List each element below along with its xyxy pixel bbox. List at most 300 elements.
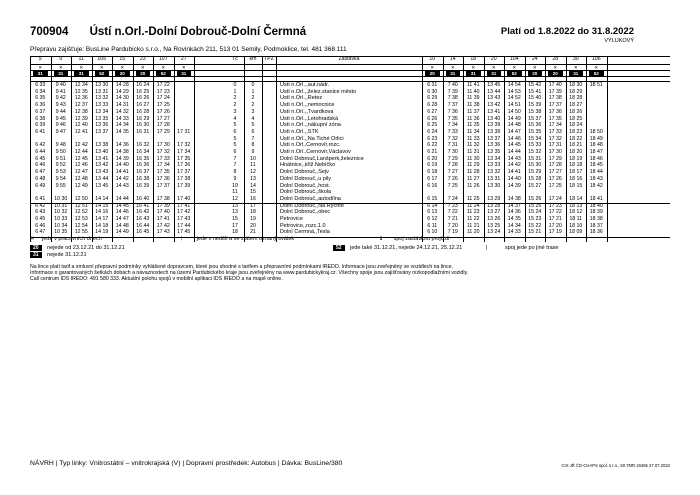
time-cell: 7 22	[447, 209, 458, 216]
notes	[30, 264, 670, 282]
time-cell: 15 36	[528, 122, 542, 129]
time-cell: 16 38	[136, 175, 150, 182]
legend-row-1-b	[180, 236, 294, 242]
time-cell: 16 40	[136, 195, 150, 202]
legend-workday-text: jede v pracovních dnech	[42, 236, 102, 242]
tc-header: Tč	[232, 57, 238, 62]
time-cell: 17 27	[156, 115, 170, 122]
time-cell: 16 34	[136, 149, 150, 155]
time-cell: 6 43	[35, 209, 46, 216]
time-cell: 6 21	[427, 149, 438, 155]
time-cell: 18 45	[589, 162, 603, 169]
workday-icon: ✕	[450, 65, 455, 70]
time-cell: 14 50	[507, 108, 521, 115]
time-cell: 14 18	[95, 222, 109, 229]
column-divider	[174, 56, 175, 242]
time-cell: 15 29	[528, 169, 542, 176]
right-trip-number: 30	[572, 57, 579, 62]
time-cell: 6 24	[427, 128, 438, 135]
time-cell: 17 29	[548, 155, 562, 162]
legend-row-2	[30, 245, 125, 251]
time-cell: 17 21	[548, 216, 562, 222]
time-cell: 15 33	[528, 142, 542, 149]
time-cell: 7 33	[447, 128, 458, 135]
tc-cell: 5	[233, 142, 237, 149]
time-cell: 7 28	[447, 162, 458, 169]
time-cell: 15 23	[528, 216, 542, 222]
legend-52-text: jede také 31.12.21, nejede 24.12.21, 25.12.21	[350, 245, 463, 251]
time-cell: 18 18	[569, 162, 583, 169]
time-cell: 15 39	[528, 102, 542, 109]
time-cell: 14 43	[115, 182, 129, 189]
time-cell: 13 40	[487, 115, 501, 122]
footnote-badge: 31	[487, 71, 502, 76]
time-cell: 18 22	[569, 135, 583, 142]
time-cell: 13 31	[95, 88, 109, 95]
time-cell: 13 33	[487, 162, 501, 169]
tc-cell: 15	[232, 216, 238, 222]
time-cell: 6 44	[35, 149, 46, 155]
time-cell: 6 34	[35, 88, 46, 95]
time-cell: 12 52	[74, 209, 88, 216]
time-cell: 18 30	[569, 82, 583, 88]
time-cell: 14 15	[95, 202, 109, 209]
time-cell: 6 48	[35, 175, 46, 182]
tc-cell: 13	[232, 202, 238, 209]
time-cell: 11 41	[466, 82, 480, 88]
time-cell: 15 42	[528, 82, 542, 88]
time-cell: 6 41	[35, 195, 46, 202]
tc-cell: 1	[233, 88, 237, 95]
time-cell: 17 34	[548, 122, 562, 129]
time-cell: 10 33	[54, 216, 68, 222]
time-cell: 17 33	[548, 128, 562, 135]
time-cell: 12 37	[74, 102, 88, 109]
time-cell: 12 39	[74, 115, 88, 122]
time-cell: 6 49	[35, 182, 46, 189]
time-cell: 16 30	[136, 122, 150, 129]
time-cell: 14 33	[115, 115, 129, 122]
time-cell: 18 44	[589, 169, 603, 176]
footnote-badge: 31	[177, 71, 192, 76]
time-cell: 16 25	[136, 88, 150, 95]
time-cell: 12 45	[74, 155, 88, 162]
column-divider	[504, 56, 505, 242]
time-cell: 16 29	[136, 115, 150, 122]
tc-cell: 2	[233, 102, 237, 109]
km-cell: 10	[250, 155, 256, 162]
time-cell: 11 35	[466, 122, 480, 129]
tc-cell: 6	[233, 128, 237, 135]
time-cell: 9 55	[55, 182, 66, 189]
time-cell: 17 19	[548, 229, 562, 236]
time-cell: 17 32	[156, 149, 170, 155]
stop-name: Ústí n.Orl.,,aut.nádr.	[280, 82, 330, 88]
time-cell: 18 13	[569, 202, 583, 209]
legend-sunday-text: jede v neděli a ve státem uznaný svátek	[196, 236, 295, 242]
time-cell: 15 26	[528, 195, 542, 202]
time-cell: 16 41	[136, 202, 150, 209]
time-cell: 18 26	[569, 108, 583, 115]
time-cell: 13 35	[487, 149, 501, 155]
time-cell: 17 39	[548, 88, 562, 95]
time-cell: 18 19	[569, 155, 583, 162]
time-cell: 16 45	[136, 229, 150, 236]
time-cell: 17 24	[156, 95, 170, 102]
time-cell: 17 31	[177, 128, 191, 135]
time-cell: 10 34	[54, 222, 68, 229]
tc-cell: 7	[233, 162, 237, 169]
time-cell: 17 43	[156, 229, 170, 236]
time-cell: 6 15	[427, 195, 438, 202]
column-divider	[153, 56, 154, 242]
time-cell: 17 25	[548, 182, 562, 189]
time-cell: 16 36	[136, 162, 150, 169]
time-cell: 17 28	[156, 122, 170, 129]
time-cell: 17 37	[177, 169, 191, 176]
tc-cell: 5	[233, 135, 237, 142]
stop-name: Dolní Dobrouč,Lanšperk,železnice	[280, 155, 364, 162]
km-cell: 17	[250, 202, 256, 209]
time-cell: 17 42	[177, 209, 191, 216]
time-cell: 6 17	[427, 175, 438, 182]
workday-icon: ✕	[594, 65, 599, 70]
time-cell: 14 31	[115, 102, 129, 109]
footnote-badge: 20	[548, 71, 563, 76]
time-cell: 11 25	[466, 195, 480, 202]
time-cell: 11 34	[466, 128, 480, 135]
workday-icon: ✕	[181, 65, 186, 70]
stop-name: Ústí n.Orl.,,nemocnice	[280, 102, 335, 109]
tc-cell: 17	[232, 222, 238, 229]
stop-name: Dolní Čermná,,Tesla	[280, 229, 330, 236]
time-cell: 13 29	[487, 195, 501, 202]
right-trip-number: 28	[552, 57, 559, 62]
time-cell: 6 38	[35, 115, 46, 122]
time-cell: 14 37	[507, 202, 521, 209]
time-cell: 6 46	[35, 162, 46, 169]
time-cell: 18 17	[569, 169, 583, 176]
time-cell: 16 44	[136, 222, 150, 229]
time-cell: 17 22	[548, 209, 562, 216]
time-cell: 9 53	[55, 169, 66, 176]
time-cell: 16 28	[136, 108, 150, 115]
time-cell: 6 18	[427, 169, 438, 176]
time-cell: 17 37	[156, 182, 170, 189]
workday-icon: ✕	[161, 65, 166, 70]
time-cell: 12 35	[74, 88, 88, 95]
time-cell: 12 34	[74, 82, 88, 88]
time-cell: 18 25	[569, 115, 583, 122]
time-cell: 14 33	[507, 229, 521, 236]
right-trip-number: 18	[470, 57, 477, 62]
km-cell: 0	[251, 82, 255, 88]
timetable-grid	[30, 56, 670, 242]
stop-name: Dolní Dobrouč,,host.	[280, 182, 331, 189]
time-cell: 13 36	[487, 142, 501, 149]
time-cell: 6 12	[427, 216, 438, 222]
column-divider	[51, 56, 52, 242]
time-cell: 9 48	[55, 142, 66, 149]
time-cell: 6 36	[35, 102, 46, 109]
time-cell: 16 27	[136, 102, 150, 109]
time-cell: 14 16	[95, 209, 109, 216]
time-cell: 17 38	[177, 175, 191, 182]
km-cell: 1	[251, 88, 255, 95]
time-cell: 7 31	[447, 142, 458, 149]
time-cell: 7 37	[447, 102, 458, 109]
km-cell: 4	[251, 115, 255, 122]
km-cell: 2	[251, 102, 255, 109]
time-cell: 15 24	[528, 209, 542, 216]
workday-icon: ✕	[430, 65, 435, 70]
column-divider	[566, 56, 567, 242]
time-cell: 13 42	[95, 162, 109, 169]
time-cell: 17 39	[177, 182, 191, 189]
time-cell: 14 35	[115, 128, 129, 135]
stop-name: Dolní Dobrouč,,Šejv	[280, 169, 329, 176]
time-cell: 18 14	[569, 195, 583, 202]
footnote-badge: 52	[95, 71, 110, 76]
time-cell: 18 15	[569, 182, 583, 189]
stop-name: Ústí n.Orl.,,Řetez	[280, 95, 323, 102]
tc-cell: 9	[233, 175, 237, 182]
time-cell: 16 39	[136, 182, 150, 189]
right-trip-number: 20	[490, 57, 497, 62]
time-cell: 6 45	[35, 216, 46, 222]
time-cell: 18 49	[589, 135, 603, 142]
time-cell: 11 28	[466, 169, 480, 176]
time-cell: 6 41	[35, 128, 46, 135]
workday-icon: ✕	[79, 65, 84, 70]
workday-icon: ✕	[491, 65, 496, 70]
km-cell: 13	[250, 175, 256, 182]
time-cell: 17 35	[177, 155, 191, 162]
legend-other-route-text: spoj jede po jiné trase	[504, 245, 559, 251]
time-cell: 18 16	[569, 175, 583, 182]
right-trip-number: 24	[531, 57, 538, 62]
km-cell: 21	[250, 229, 256, 236]
time-cell: 18 23	[569, 128, 583, 135]
time-cell: 17 45	[177, 229, 191, 236]
time-cell: 7 24	[447, 195, 458, 202]
legend-passes-text: spoj zastávkou projíždí	[393, 236, 450, 242]
time-cell: 13 37	[487, 135, 501, 142]
time-cell: 12 40	[74, 122, 88, 129]
tc-cell: 5	[233, 122, 237, 129]
left-trip-number: 5	[38, 57, 42, 62]
left-trip-number: 15	[119, 57, 126, 62]
stop-name: Ústí n.Orl.,Černovír,Václavov	[280, 149, 351, 155]
time-cell: 17 32	[548, 135, 562, 142]
time-cell: 15 34	[528, 135, 542, 142]
time-cell: 6 27	[427, 108, 438, 115]
time-cell: 6 35	[35, 95, 46, 102]
time-cell: 18 50	[589, 128, 603, 135]
time-cell: 18 47	[589, 149, 603, 155]
time-cell: 14 46	[507, 135, 521, 142]
time-cell: 14 38	[507, 195, 521, 202]
time-cell: 15 31	[528, 155, 542, 162]
time-cell: 18 12	[569, 209, 583, 216]
time-cell: 13 41	[95, 155, 109, 162]
right-trip-number: 14	[449, 57, 456, 62]
legend-row-2-b	[333, 245, 462, 251]
time-cell: 7 39	[447, 88, 458, 95]
time-cell: 6 26	[427, 115, 438, 122]
time-cell: 13 40	[95, 149, 109, 155]
time-cell: 16 42	[136, 209, 150, 216]
time-cell: 11 38	[466, 102, 480, 109]
time-cell: 12 38	[74, 108, 88, 115]
time-cell: 6 28	[427, 102, 438, 109]
time-cell: 6 20	[427, 155, 438, 162]
time-cell: 6 45	[35, 155, 46, 162]
time-cell: 6 11	[427, 222, 438, 229]
km-cell: 9	[251, 149, 255, 155]
workday-icon: ✕	[573, 65, 578, 70]
time-cell: 15 25	[528, 202, 542, 209]
footnote-badge: 52	[589, 71, 604, 76]
time-cell: 13 43	[95, 169, 109, 176]
column-divider	[133, 56, 134, 242]
stop-name: Dolní Dobrouč,,autodílna	[280, 195, 341, 202]
time-cell: 17 34	[177, 149, 191, 155]
time-cell: 14 34	[115, 122, 129, 129]
time-cell: 14 40	[507, 175, 521, 182]
time-cell: 12 54	[74, 222, 88, 229]
time-cell: 6 42	[35, 202, 46, 209]
time-cell: 14 43	[507, 155, 521, 162]
time-cell: 11 36	[466, 115, 480, 122]
tc-cell: 10	[232, 182, 238, 189]
time-cell: 12 51	[74, 202, 88, 209]
time-cell: 11 24	[466, 202, 480, 209]
km-header: km	[249, 57, 257, 62]
time-cell: 14 41	[115, 169, 129, 176]
km-cell: 14	[250, 182, 256, 189]
badge-20: 20	[30, 245, 42, 251]
time-cell: 18 24	[569, 122, 583, 129]
tc-cell: 13	[232, 209, 238, 216]
time-cell: 18 37	[589, 222, 603, 229]
time-cell: 14 39	[507, 182, 521, 189]
time-cell: 17 35	[548, 115, 562, 122]
stop-name: Dolní Dobrouč,,obec	[280, 209, 331, 216]
column-divider	[463, 56, 464, 242]
time-cell: 18 40	[589, 202, 603, 209]
time-cell: 17 23	[548, 202, 562, 209]
time-cell: 6 19	[427, 162, 438, 169]
stop-name: Ústí n.Orl.,,Tvardkova	[280, 108, 334, 115]
column-divider	[276, 56, 277, 242]
stop-name: Ústí n.Orl.,Černovír,rozc.	[280, 142, 341, 149]
tc-cell: 11	[232, 189, 238, 196]
time-cell: 13 32	[487, 169, 501, 176]
time-cell: 15 37	[528, 115, 542, 122]
stop-name: Petrovice	[280, 216, 303, 222]
footnote-badge: 20	[115, 71, 130, 76]
line-number: 700904	[30, 26, 69, 38]
time-cell: 11 39	[466, 95, 480, 102]
time-cell: 11 22	[466, 216, 480, 222]
stop-name: Dolní Dobrouč,,škola	[280, 189, 332, 196]
time-cell: 6 13	[427, 209, 438, 216]
km-cell: 12	[250, 169, 256, 176]
time-cell: 14 39	[115, 155, 129, 162]
time-cell: 14 38	[115, 149, 129, 155]
time-cell: 17 40	[156, 209, 170, 216]
time-cell: 10 30	[54, 195, 68, 202]
time-cell: 18 48	[589, 142, 603, 149]
time-cell: 13 38	[95, 142, 109, 149]
time-cell: 15 27	[528, 182, 542, 189]
time-cell: 17 23	[156, 88, 170, 95]
time-cell: 14 29	[115, 88, 129, 95]
time-cell: 17 43	[177, 216, 191, 222]
other-route-icon: |	[486, 245, 488, 251]
tc-cell: 4	[233, 115, 237, 122]
time-cell: 6 30	[427, 88, 438, 95]
column-divider	[422, 56, 423, 242]
time-cell: 14 32	[115, 108, 129, 115]
time-cell: 18 21	[569, 142, 583, 149]
time-cell: 18 10	[569, 222, 583, 229]
time-cell: 15 30	[528, 162, 542, 169]
time-cell: 16 26	[136, 95, 150, 102]
page-title	[30, 26, 306, 38]
time-cell: 18 41	[589, 195, 603, 202]
time-cell: 15 21	[528, 229, 542, 236]
time-cell: 17 20	[548, 222, 562, 229]
time-cell: 14 40	[115, 162, 129, 169]
time-cell: 9 40	[55, 82, 66, 88]
column-divider	[525, 56, 526, 242]
time-cell: 13 36	[95, 122, 109, 129]
column-divider	[30, 56, 31, 242]
workday-icon: ✕	[38, 65, 43, 70]
left-trip-number: 107	[158, 57, 168, 62]
time-cell: 16 24	[136, 82, 150, 88]
time-cell: 9 50	[55, 149, 66, 155]
time-cell: 13 44	[95, 175, 109, 182]
column-divider	[443, 56, 444, 242]
time-cell: 17 40	[548, 82, 562, 88]
time-cell: 14 44	[507, 149, 521, 155]
time-cell: 17 38	[156, 195, 170, 202]
footer-info: NÁVRH | Typ linky: Vnitrostátní – vnitrokrajská (V) | Dopravní prostředek: Autobus | Dávka: BusLine/380	[30, 460, 343, 467]
tc-cell: 3	[233, 108, 237, 115]
time-cell: 14 46	[115, 209, 129, 216]
time-cell: 17 27	[548, 169, 562, 176]
workday-icon: ✕	[532, 65, 537, 70]
time-cell: 14 28	[115, 82, 129, 88]
time-cell: 11 40	[466, 88, 480, 95]
time-cell: 6 47	[35, 169, 46, 176]
time-cell: 13 35	[95, 115, 109, 122]
time-cell: 9 45	[55, 115, 66, 122]
time-cell: 7 19	[447, 229, 458, 236]
time-cell: 17 36	[156, 175, 170, 182]
time-cell: 11 21	[466, 222, 480, 229]
column-divider	[545, 56, 546, 242]
time-cell: 7 30	[447, 149, 458, 155]
footnote-badge: 52	[507, 71, 522, 76]
time-cell: 11 33	[466, 135, 480, 142]
time-cell: 13 41	[487, 108, 501, 115]
carrier-info: Přepravu zajišťuje: BusLine Pardubicko s.r.o., Na Rovinkách 211, 513 01 Semily, Podmoklice, tel. 481 368 111	[30, 46, 347, 53]
time-cell: 14 52	[507, 95, 521, 102]
